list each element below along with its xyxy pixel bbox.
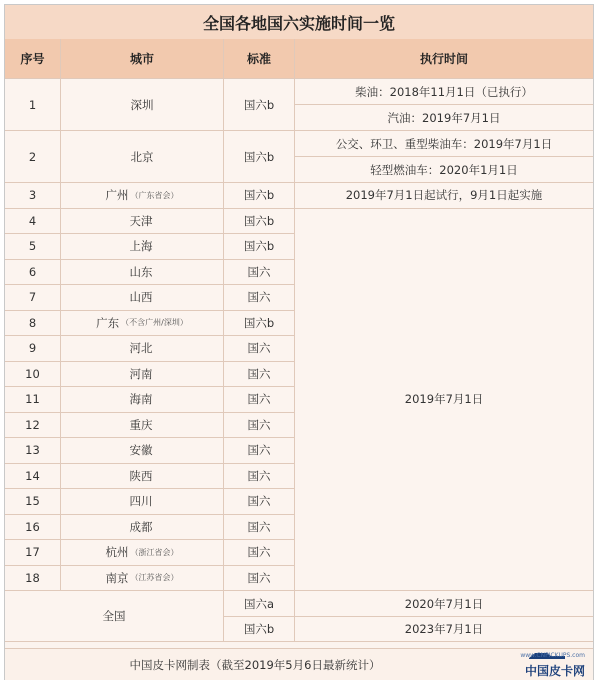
row-standard: 国六 <box>224 260 295 286</box>
merged-time: 2019年7月1日 <box>295 209 593 592</box>
national-time-b: 2023年7月1日 <box>295 617 593 642</box>
national-standard-a: 国六a <box>224 591 295 617</box>
city-name: 安徽 <box>129 443 153 458</box>
city-name: 陕西 <box>129 468 153 483</box>
city-name: 成都 <box>129 519 153 534</box>
row-no: 12 <box>5 413 61 439</box>
city-note: （广东省会） <box>130 190 179 200</box>
row-standard: 国六 <box>224 387 295 413</box>
row-city <box>61 362 224 388</box>
row-no: 5 <box>5 234 61 260</box>
footer-text: 中国皮卡网制表（截至2019年5月6日最新统计） <box>129 657 381 672</box>
row-standard: 国六 <box>224 438 295 464</box>
row-city <box>61 336 224 362</box>
logo-name: 中国皮卡网 <box>524 664 585 678</box>
row-city <box>61 387 224 413</box>
logo-url: www.CNPICKUPS.com <box>520 652 585 659</box>
row-standard: 国六 <box>224 413 295 439</box>
row-no: 4 <box>5 209 61 235</box>
row-city <box>61 540 224 566</box>
city-name: 广州 <box>105 188 129 203</box>
row-no: 13 <box>5 438 61 464</box>
row-city <box>61 438 224 464</box>
row-standard: 国六 <box>224 515 295 541</box>
row-standard: 国六b <box>224 311 295 337</box>
city-name: 杭州 <box>105 545 129 560</box>
row-no: 1 <box>5 79 61 131</box>
national-time-a: 2020年7月1日 <box>295 591 593 617</box>
city-note: （江苏省会） <box>130 573 179 583</box>
row-city <box>61 489 224 515</box>
city-note: （不含广州/深圳） <box>121 318 188 328</box>
city-name: 河北 <box>129 341 153 356</box>
city-name: 深圳 <box>130 97 154 112</box>
city-name: 海南 <box>129 392 153 407</box>
header-no: 序号 <box>5 39 61 79</box>
page-title: 全国各地国六实施时间一览 <box>5 5 593 40</box>
row-city <box>61 260 224 286</box>
row-standard: 国六 <box>224 489 295 515</box>
header-time: 执行时间 <box>295 39 593 79</box>
header-standard: 标准 <box>224 39 295 79</box>
row-no: 14 <box>5 464 61 490</box>
row-no: 18 <box>5 566 61 592</box>
row-no: 17 <box>5 540 61 566</box>
city-name: 四川 <box>129 494 153 509</box>
row-no: 6 <box>5 260 61 286</box>
row-no: 3 <box>5 183 61 209</box>
row-standard: 国六b <box>224 79 295 131</box>
table-container <box>4 4 594 680</box>
row-standard: 国六 <box>224 464 295 490</box>
row-no: 10 <box>5 362 61 388</box>
row-time: 轻型燃油车：2020年1月1日 <box>295 157 593 183</box>
row-city <box>61 79 224 131</box>
row-city <box>61 209 224 235</box>
row-city <box>61 515 224 541</box>
row-standard: 国六b <box>224 183 295 209</box>
city-name: 南京 <box>105 570 129 585</box>
city-name: 河南 <box>129 366 153 381</box>
row-city <box>61 413 224 439</box>
row-time: 公交、环卫、重型柴油车：2019年7月1日 <box>295 131 593 157</box>
row-standard: 国六 <box>224 285 295 311</box>
row-city <box>61 131 224 183</box>
row-standard: 国六 <box>224 362 295 388</box>
row-standard: 国六b <box>224 131 295 183</box>
row-no: 11 <box>5 387 61 413</box>
city-name: 北京 <box>130 149 154 164</box>
row-standard: 国六 <box>224 336 295 362</box>
row-no: 15 <box>5 489 61 515</box>
city-note: （浙江省会） <box>130 547 179 557</box>
national-label: 全国 <box>5 591 224 642</box>
row-time: 2019年7月1日起试行，9月1日起实施 <box>295 183 593 209</box>
city-name: 广东 <box>96 315 120 330</box>
row-city <box>61 285 224 311</box>
row-time: 汽油：2019年7月1日 <box>295 105 593 131</box>
city-name: 山东 <box>129 264 153 279</box>
city-name: 重庆 <box>129 417 153 432</box>
city-name: 上海 <box>129 239 153 254</box>
brand-logo <box>513 652 585 678</box>
row-time: 柴油：2018年11月1日（已执行） <box>295 79 593 105</box>
row-standard: 国六 <box>224 566 295 592</box>
row-no: 2 <box>5 131 61 183</box>
row-no: 8 <box>5 311 61 337</box>
row-city <box>61 566 224 592</box>
row-city <box>61 464 224 490</box>
row-no: 7 <box>5 285 61 311</box>
row-no: 9 <box>5 336 61 362</box>
row-standard: 国六b <box>224 234 295 260</box>
row-no: 16 <box>5 515 61 541</box>
row-city <box>61 183 224 209</box>
city-name: 山西 <box>129 290 153 305</box>
schedule-table <box>5 39 593 642</box>
header-city: 城市 <box>61 39 224 79</box>
city-name: 天津 <box>129 213 153 228</box>
row-standard: 国六 <box>224 540 295 566</box>
national-standard-b: 国六b <box>224 617 295 642</box>
row-city <box>61 234 224 260</box>
footer <box>5 648 593 680</box>
row-city <box>61 311 224 337</box>
row-standard: 国六b <box>224 209 295 235</box>
